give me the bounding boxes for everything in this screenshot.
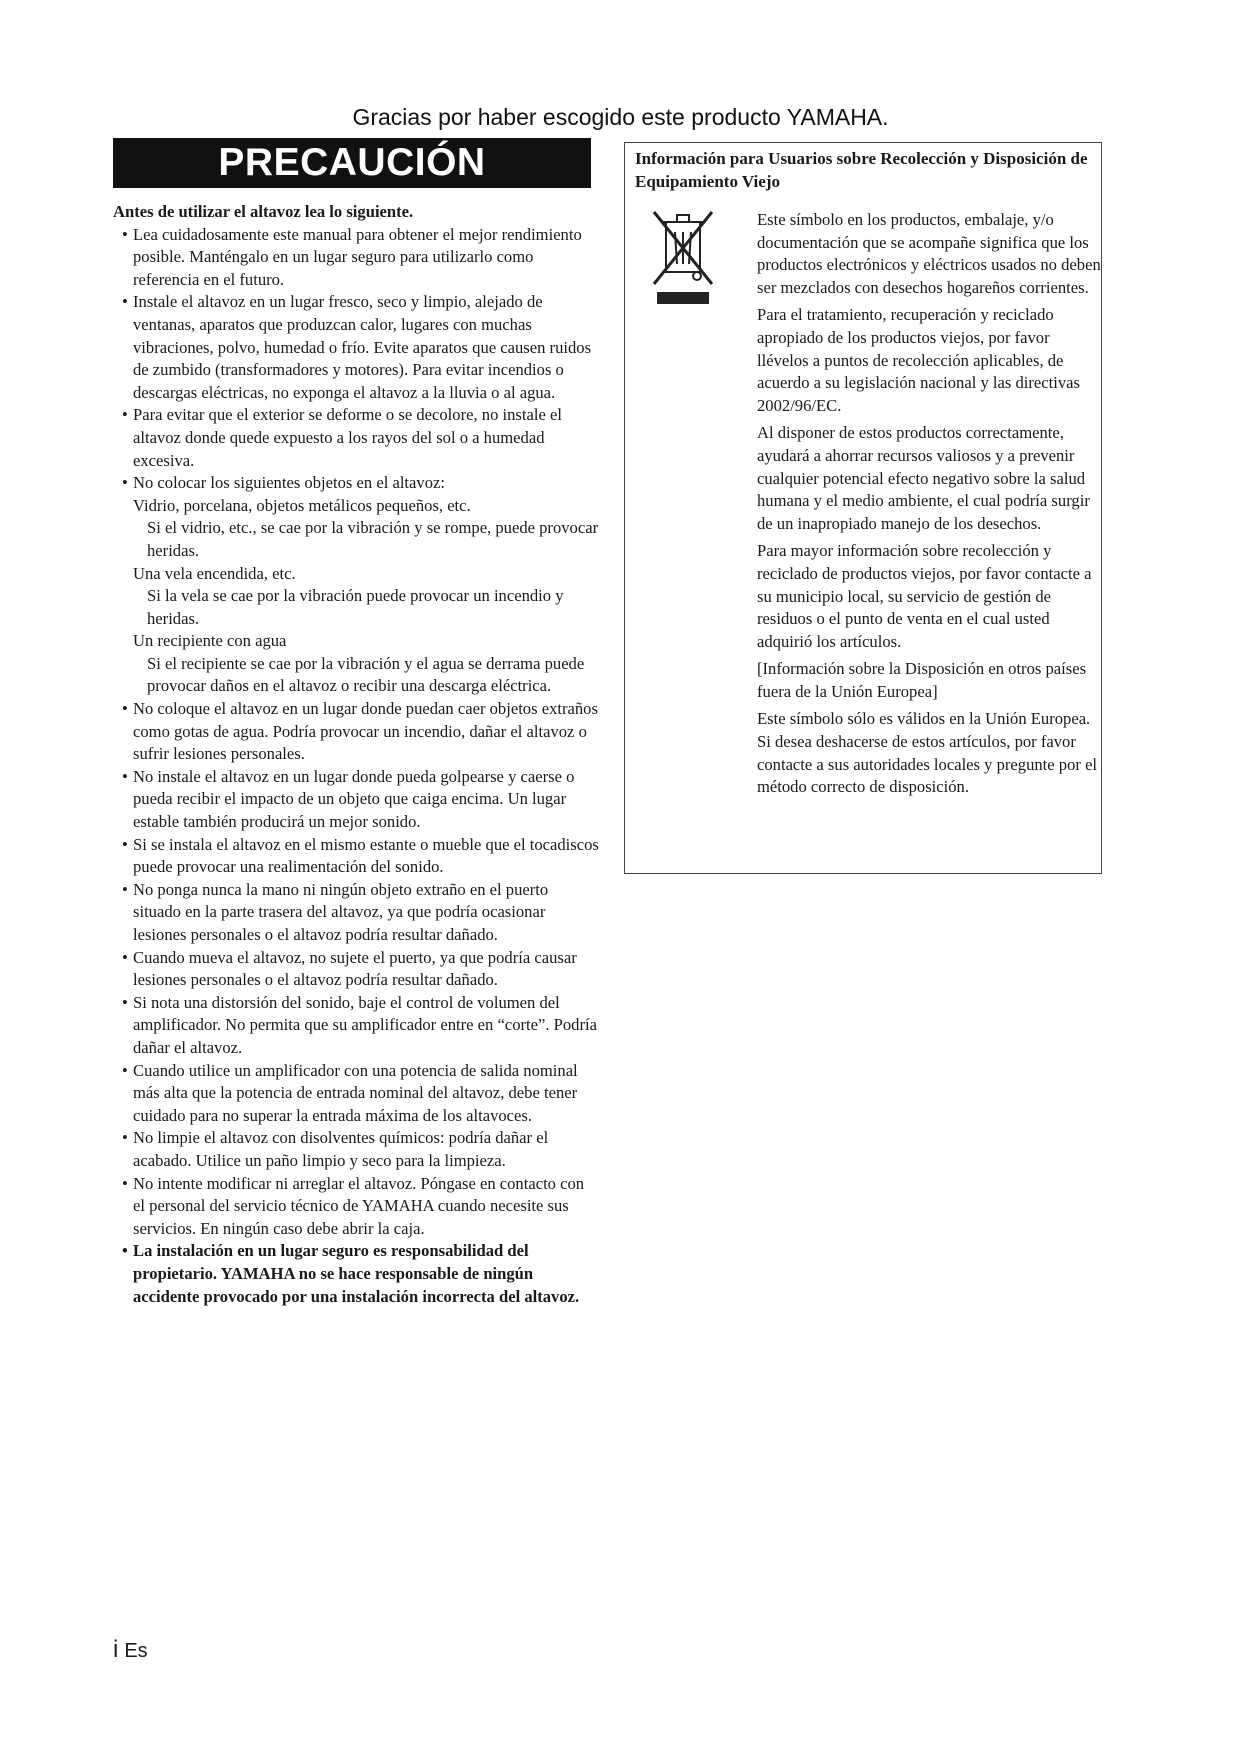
caution-intro: Antes de utilizar el altavoz lea lo siguiente. — [113, 202, 414, 221]
caution-item: • No limpie el altavoz con disolventes químicos: podría dañar el acabado. Utilice un paño limpio y seco para la limpieza. — [122, 1128, 549, 1170]
caution-list — [113, 224, 599, 1309]
page-number: i — [113, 1636, 119, 1663]
caution-item: • Cuando mueva el altavoz, no sujete el puerto, ya que podría causar lesiones personales o el altavoz podría resultar dañado. — [122, 947, 577, 990]
crossed-out-wheelie-bin-icon — [651, 208, 715, 306]
object-text: Si la vela se cae por la vibración puede provocar un incendio y heridas. — [147, 586, 564, 628]
caution-item: • Si se instala el altavoz en el mismo estante o mueble que el tocadiscos puede provocar una realimentación del sonido. — [122, 834, 599, 877]
object-title: Una vela encendida, etc. — [133, 563, 296, 583]
disposal-paragraph: Al disponer de estos productos correctamente, ayudará a ahorrar recursos valiosos y a prevenir cualquier potencial efecto negativo sobre la salud humana y el medio ambiente, el cual podría surgir de un inapropiado manejo de los desechos. — [757, 423, 1090, 533]
caution-item: • No colocar los siguientes objetos en el altavoz: Vidrio, porcelana, objetos metálicos pequeños, etc. Si el vidrio, etc., se cae por la vibración y se rompe, puede provocar heridas. Una vela encendida, etc. Si la vela se cae por la vibración puede provocar un incendio y heridas. Un recipiente con agua Si el recipiente se cae por la vibración y el agua se derrama puede provocar daños en el altavoz o recibir una descarga eléctrica. — [113, 472, 599, 698]
object-text: Si el vidrio, etc., se cae por la vibración y se rompe, puede provocar heridas. — [147, 518, 599, 560]
caution-item: • Instale el altavoz en un lugar fresco, seco y limpio, alejado de ventanas, aparatos que produzcan calor, lugares con muchas vibraciones, polvo, humedad o frío. Evite aparatos que causen ruidos de zumbido (transformadores y motores). Para evitar incendios o descargas eléctricas, no exponga el altavoz a la lluvia o al agua. — [122, 292, 592, 402]
caution-item: • No instale el altavoz en un lugar donde pueda golpearse y caerse o pueda recibir el impacto de un objeto que caiga encima. Un lugar estable también producirá un mejor sonido. — [122, 766, 575, 832]
page-footer — [113, 1636, 148, 1664]
disposal-info-box — [624, 142, 1102, 874]
object-item — [133, 563, 599, 631]
disposal-title: Información para Usuarios sobre Recolección y Disposición de Equipamiento Viejo — [635, 149, 1088, 191]
caution-banner: PRECAUCIÓN — [113, 138, 591, 188]
caution-item: • Cuando utilice un amplificador con una potencia de salida nominal más alta que la potencia de entrada nominal del altavoz, debe tener cuidado para no superar la entrada máxima de los altavoces. — [122, 1060, 578, 1125]
language-code: Es — [124, 1640, 148, 1662]
caution-item-final: • La instalación en un lugar seguro es responsabilidad del propietario. YAMAHA no se hace responsable de ningún accidente provocado por una instalación incorrecta del altavoz. — [122, 1241, 580, 1306]
caution-section — [113, 201, 599, 1308]
thanks-line: Gracias por haber escogido este producto YAMAHA. — [352, 104, 889, 130]
caution-item: • No intente modificar ni arreglar el altavoz. Póngase en contacto con el personal del servicio técnico de YAMAHA cuando necesite sus servicios. En ningún caso debe abrir la caja. — [122, 1173, 585, 1238]
disposal-paragraph: Para mayor información sobre recolección y reciclado de productos viejos, por favor contacte a su municipio local, su servicio de gestión de residuos o el punto de venta en el cual usted adquirió los artículos. — [757, 541, 1092, 651]
disposal-paragraph: Este símbolo en los productos, embalaje, y/o documentación que se acompañe significa que los productos electrónicos y eléctricos usados no deben ser mezclados con desechos hogareños corrientes. — [757, 210, 1101, 297]
caution-item: • Para evitar que el exterior se deforme o se decolore, no instale el altavoz donde quede expuesto a los rayos del sol o a humedad excesiva. — [122, 405, 562, 470]
disposal-paragraph: [Información sobre la Disposición en otros países fuera de la Unión Europea] — [757, 659, 1087, 701]
disposal-paragraph: Este símbolo sólo es válidos en la Unión Europea. Si desea deshacerse de estos artículos, por favor contacte a sus autoridades locales y pregunte por el método correcto de disposición. — [757, 709, 1098, 797]
caution-item: • No ponga nunca la mano ni ningún objeto extraño en el puerto situado en la parte trasera del altavoz, ya que podría ocasionar lesiones personales o el altavoz podría resultar dañado. — [122, 879, 549, 944]
disposal-text — [757, 209, 1103, 804]
object-item — [133, 630, 599, 698]
caution-item: • No coloque el altavoz en un lugar donde puedan caer objetos extraños como gotas de agua. Podría provocar un incendio, dañar el altavoz o sufrir lesiones personales. — [122, 699, 598, 764]
object-item — [133, 495, 599, 563]
caution-item: • Lea cuidadosamente este manual para obtener el mejor rendimiento posible. Manténgalo en un lugar seguro para utilizarlo como referencia en el futuro. — [122, 224, 582, 289]
caution-item: • Si nota una distorsión del sonido, baje el control de volumen del amplificador. No permita que su amplificador entre en “corte”. Podría dañar el altavoz. — [122, 992, 597, 1057]
object-title: Un recipiente con agua — [133, 631, 287, 651]
object-text: Si el recipiente se cae por la vibración y el agua se derrama puede provocar daños en el altavoz o recibir una descarga eléctrica. — [147, 653, 585, 696]
disposal-paragraph: Para el tratamiento, recuperación y reciclado apropiado de los productos viejos, por favor llévelos a puntos de recolección aplicables, de acuerdo a su legislación nacional y las directivas 2002/96/EC. — [757, 305, 1080, 415]
object-title: Vidrio, porcelana, objetos metálicos pequeños, etc. — [133, 495, 471, 515]
